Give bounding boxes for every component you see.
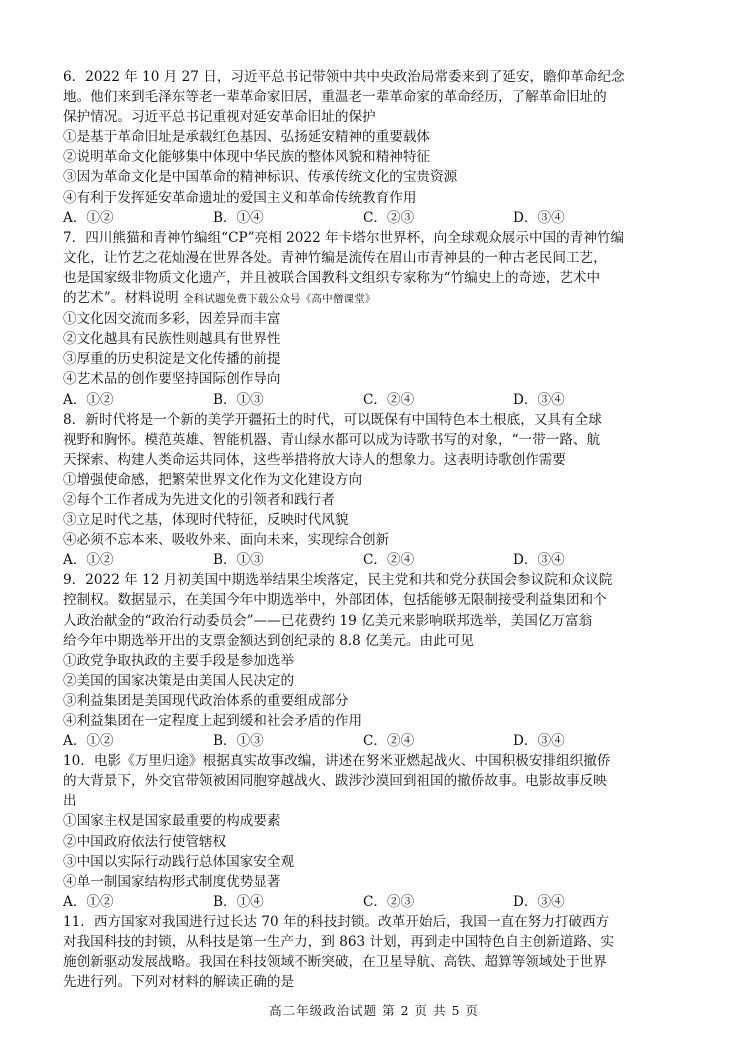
stem-text: 的大背景下，外交官带领被困同胞穿越战火、跋涉沙漠回到祖国的撤侨故事。电影故事反映	[63, 773, 607, 790]
answer-choice-d[interactable]: D．③④	[513, 733, 565, 750]
question-stem-line	[63, 107, 691, 127]
question-stem-line	[63, 791, 691, 811]
question-stem-line	[63, 248, 691, 268]
question-stem-line	[63, 952, 691, 972]
question-11	[63, 912, 691, 992]
answer-choices	[63, 208, 691, 228]
stem-text: 9．2022 年 12 月初美国中期选举结果尘埃落定，民主党和共和党分获国会参议院和众议院	[63, 572, 613, 589]
stem-text: 文化，让竹艺之花灿漫在世界各处。青神竹编是流传在眉山市青神县的一种古老民间工艺，	[63, 249, 607, 266]
statement-option: ③立足时代之基，体现时代特征，反映时代风貌	[63, 512, 349, 529]
statement-option: ④必须不忘本来、吸收外来、面向未来，实现综合创新	[63, 532, 390, 549]
question-stem-line	[63, 771, 691, 791]
statement-option: ④有利于发挥延安革命遗址的爱国主义和革命传统教育作用	[63, 189, 417, 206]
stem-text: 也是国家级非物质文化遗产，并且被联合国教科文组织专家称为“竹编史上的奇迹，艺术中	[63, 269, 601, 286]
statement-option: ②中国政府依法行使管辖权	[63, 833, 227, 850]
question-stem-line	[63, 410, 691, 430]
stem-text: 先进行列。下列对材料的解读正确的是	[63, 974, 295, 991]
stem-text: 11．西方国家对我国进行过长达 70 年的科技封锁。改革开始后，我国一直在努力打破西方	[63, 913, 610, 930]
statement-option: ②每个工作者成为先进文化的引领者和践行者	[63, 491, 335, 508]
statement-option: ①国家主权是国家最重要的构成要素	[63, 813, 281, 830]
answer-choice-c[interactable]: C．②④	[363, 733, 415, 750]
stem-text: 天探索、构建人类命运共同体，这些举措将放大诗人的想象力。这表明诗歌创作需要	[63, 451, 566, 468]
question-10	[63, 751, 691, 912]
stem-text: 保护情况。习近平总书记重视对延安革命旧址的保护	[63, 109, 376, 126]
answer-choice-c[interactable]: C．②③	[363, 893, 415, 910]
question-stem-line	[63, 751, 691, 771]
stem-text: 施创新驱动发展战略。我国在科技领域不断突破，在卫星导航、高铁、超算等领域处于世界	[63, 954, 607, 971]
answer-choice-b[interactable]: B．①④	[213, 209, 264, 226]
stem-text: 地。他们来到毛泽东等老一辈革命家旧居，重温老一辈革命家的革命经历，了解革命旧址的	[63, 89, 607, 106]
answer-choice-b[interactable]: B．①③	[213, 733, 264, 750]
answer-choices	[63, 731, 691, 751]
statement-option: ③利益集团是美国现代政治体系的重要组成部分	[63, 692, 349, 709]
answer-choice-d[interactable]: D．③④	[513, 552, 565, 569]
answer-choice-a[interactable]: A．①②	[63, 391, 114, 408]
answer-choice-b[interactable]: B．①③	[213, 552, 264, 569]
question-stem-line	[63, 932, 691, 952]
question-stem-line	[63, 228, 691, 248]
answer-choice-d[interactable]: D．③④	[513, 391, 565, 408]
stem-text: 给今年中期选举开出的支票金额达到创纪录的 8.8 亿美元。由此可见	[63, 632, 474, 649]
answer-choice-c[interactable]: C．②④	[363, 552, 415, 569]
question-stem-line	[63, 268, 691, 288]
answer-choice-c[interactable]: C．②④	[363, 391, 415, 408]
stem-text: 控制权。数据显示，在美国今年中期选举中，外部团体，包括能够无限制接受利益集团和个	[63, 592, 607, 609]
stem-text: 7．四川熊猫和青神竹编组“CP”亮相 2022 年卡塔尔世界杯，向全球观众展示中国的青神竹编	[63, 229, 625, 246]
answer-choice-a[interactable]: A．①②	[63, 209, 114, 226]
question-stem-line	[63, 611, 691, 631]
answer-choice-a[interactable]: A．①②	[63, 893, 114, 910]
answer-choices	[63, 892, 691, 912]
statement-option: ②美国的国家决策是由美国人民决定的	[63, 672, 295, 689]
question-stem-line	[63, 430, 691, 450]
question-stem-line	[63, 450, 691, 470]
question-stem-line	[63, 631, 691, 651]
question-list	[63, 67, 691, 992]
stem-text: 对我国科技的封锁，从科技是第一生产力，到 863 计划，再到走中国特色自主创新道路、实	[63, 934, 615, 951]
statement-option: ①是基于革命旧址是承载红色基因、弘扬延安精神的重要载体	[63, 129, 431, 146]
answer-choice-c[interactable]: C．②③	[363, 209, 415, 226]
question-stem-line	[63, 570, 691, 590]
question-stem-line	[63, 912, 691, 932]
stem-text: 的艺术”。材料说明	[63, 290, 179, 307]
question-stem-line	[63, 288, 691, 309]
statement-option: ②说明革命文化能够集中体现中华民族的整体风貌和精神特征	[63, 149, 431, 166]
question-9	[63, 570, 691, 751]
answer-choices	[63, 390, 691, 410]
answer-choice-a[interactable]: A．①②	[63, 552, 114, 569]
statement-option: ②文化越具有民族性则越具有世界性	[63, 331, 281, 348]
statement-option: ①文化因交流而多彩，因差异而丰富	[63, 311, 281, 328]
statement-option: ③因为革命文化是中国革命的精神标识、传承传统文化的宝贵资源	[63, 169, 458, 186]
statement-option: ③中国以实际行动践行总体国家安全观	[63, 853, 295, 870]
answer-choice-d[interactable]: D．③④	[513, 209, 565, 226]
answer-choice-a[interactable]: A．①②	[63, 733, 114, 750]
statement-option: ①政党争取执政的主要手段是参加选举	[63, 652, 295, 669]
stem-text: 8．新时代将是一个新的美学开疆拓土的时代，可以既保有中国特色本土根底，又具有全球	[63, 411, 602, 428]
question-7	[63, 228, 691, 410]
stem-text: 6．2022 年 10 月 27 日，习近平总书记带领中共中央政治局常委来到了延安，瞻仰革命纪念	[63, 69, 625, 85]
page-footer: 高二年级政治试题 第 2 页 共 5 页	[269, 1003, 479, 1018]
statement-option: ①增强使命感，把繁荣世界文化作为文化建设方向	[63, 471, 363, 488]
statement-option: ④艺术品的创作要坚持国际创作导向	[63, 371, 281, 388]
stem-text: 人政治献金的“政治行动委员会”——已花费约 19 亿美元来影响联邦选举，美国亿万富翁	[63, 612, 593, 629]
statement-option: ③厚重的历史积淀是文化传播的前提	[63, 351, 281, 368]
statement-option: ④利益集团在一定程度上起到缓和社会矛盾的作用	[63, 713, 363, 729]
question-stem-line	[63, 972, 691, 992]
answer-choice-b[interactable]: B．①④	[213, 893, 264, 910]
question-8	[63, 410, 691, 571]
question-stem-line	[63, 590, 691, 610]
question-stem-line	[63, 87, 691, 107]
question-6	[63, 67, 691, 228]
stem-text: 视野和胸怀。模范英雄、智能机器、青山绿水都可以成为诗歌书写的对象，“一带一路、航	[63, 431, 601, 448]
stem-text: 10．电影《万里归途》根据真实故事改编，讲述在努米亚燃起战火、中国积极安排组织撤侨	[63, 753, 611, 770]
answer-choice-b[interactable]: B．①③	[213, 391, 264, 408]
watermark-note: 全科试题免费下载公众号《高中僧课堂》	[183, 293, 376, 306]
question-stem-line	[63, 67, 691, 87]
stem-text: 出	[63, 793, 77, 810]
answer-choice-d[interactable]: D．③④	[513, 893, 565, 910]
answer-choices	[63, 550, 691, 570]
statement-option: ④单一制国家结构形式制度优势显著	[63, 873, 281, 890]
